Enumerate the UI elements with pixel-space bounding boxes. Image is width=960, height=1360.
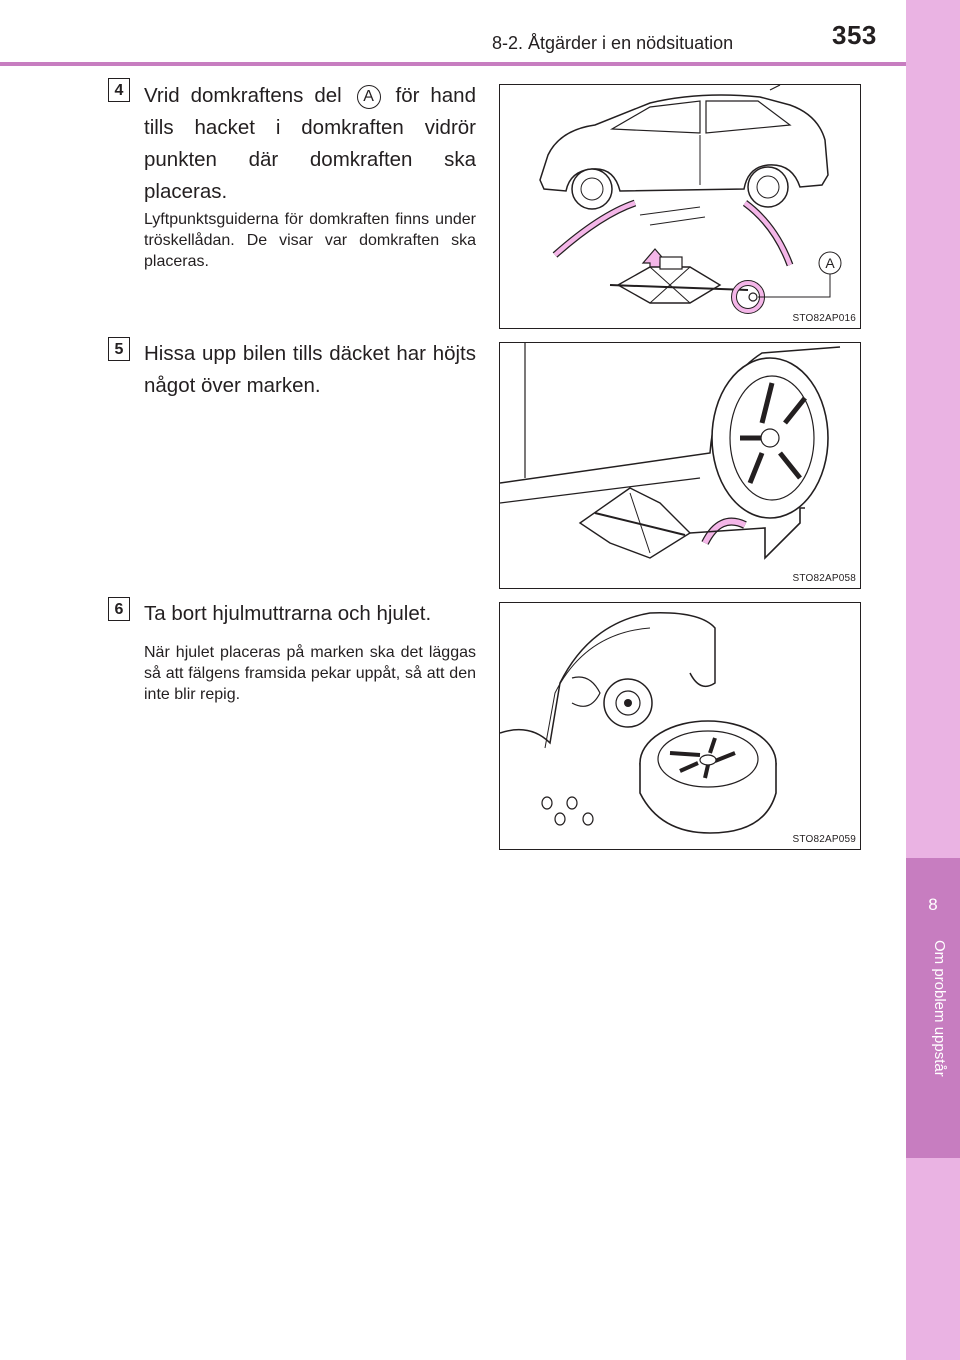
part-a-marker: A: [357, 85, 381, 109]
step-6-badge: 6: [108, 597, 130, 621]
chapter-number: 8: [928, 895, 938, 914]
step-5-instruction: Hissa upp bilen tills däcket har höjts något över marken.: [144, 342, 476, 397]
raise-car-illustration: [500, 343, 862, 590]
figure-jack-position: [499, 84, 861, 329]
figure-raise-car: [499, 342, 861, 589]
figure-code: STO82AP016: [792, 313, 856, 324]
step-4-text-after: för hand tills hacket i domkraften vidrör punkten där domkraften ska placeras.: [144, 84, 476, 203]
chapter-label: Om problem uppstår: [931, 940, 948, 1077]
header-rule: [0, 62, 906, 66]
step-4-note: Lyftpunktsguiderna för domkraften finns under tröskellådan. De visar var domkraften ska placeras.: [144, 211, 476, 270]
page-number: 353: [832, 20, 877, 50]
step-4-text-before: Vrid domkraftens del: [144, 84, 342, 107]
section-title: 8-2. Åtgärder i en nödsituation: [492, 33, 734, 53]
figure-remove-wheel: [499, 602, 861, 850]
figure-code: STO82AP059: [792, 834, 856, 845]
remove-wheel-illustration: [500, 603, 862, 851]
step-6-note: När hjulet placeras på marken ska det läggas så att fälgens framsida pekar uppåt, så att den inte blir repig.: [144, 644, 476, 703]
car-jack-illustration: [500, 85, 862, 330]
figure-callout-a: A: [825, 255, 835, 271]
figure-code: STO82AP058: [792, 573, 856, 584]
step-6-instruction: Ta bort hjulmuttrarna och hjulet.: [144, 602, 432, 625]
step-4-badge: 4: [108, 78, 130, 102]
step-4-instruction: [144, 80, 476, 208]
step-5-badge: 5: [108, 337, 130, 361]
